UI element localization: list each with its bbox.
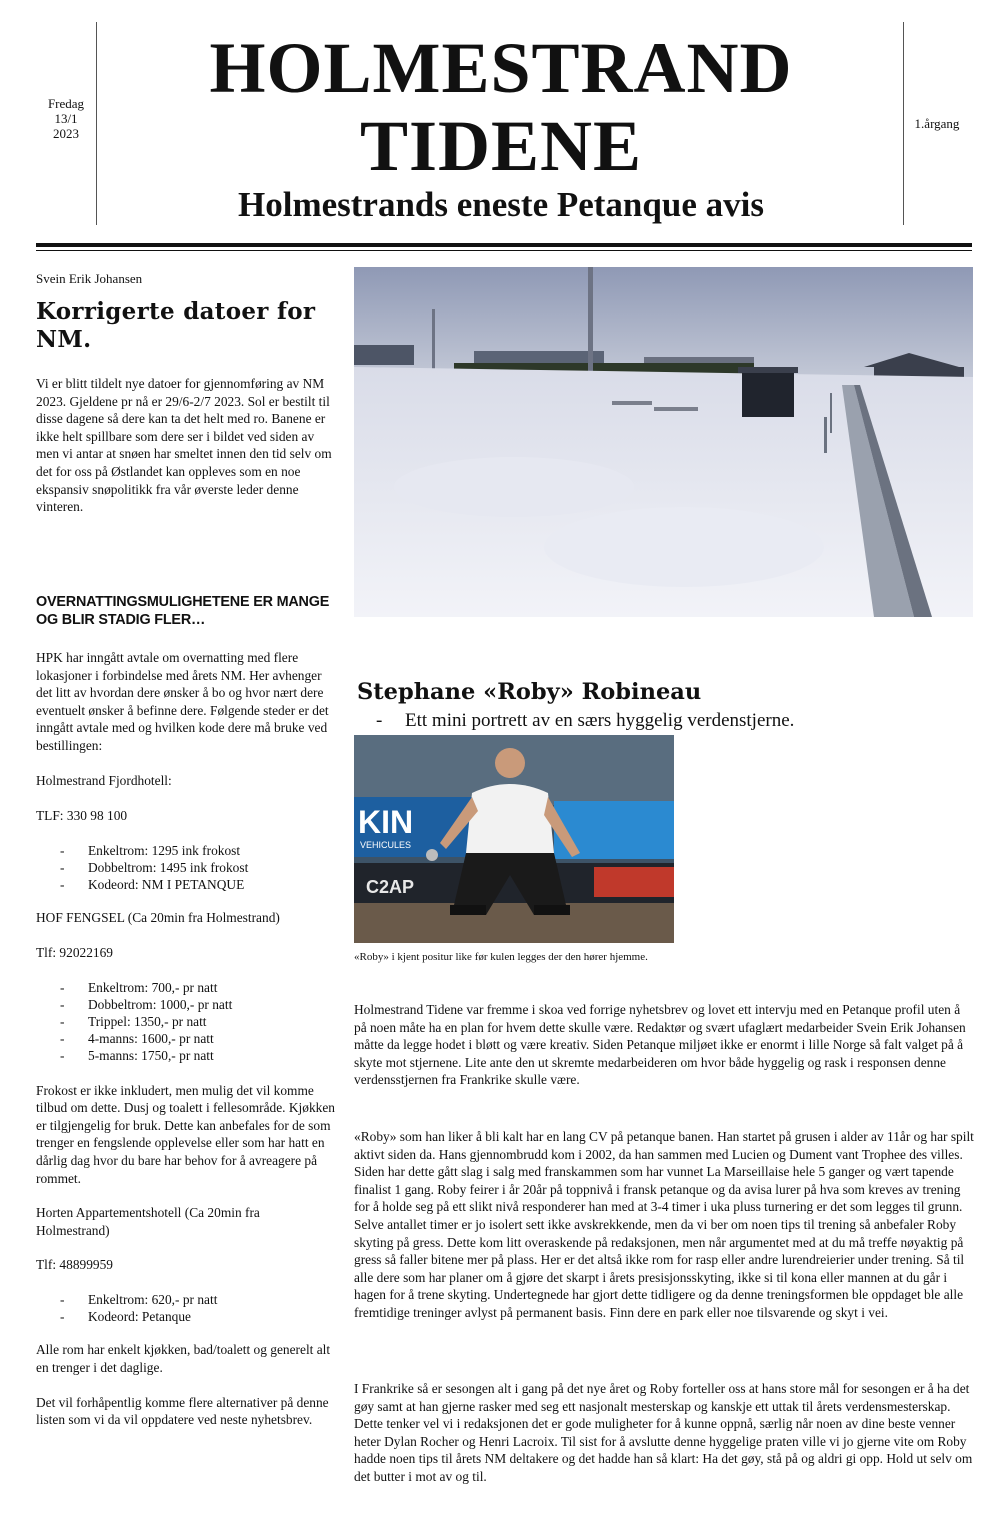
hotel3-phone: Tlf: 48899959	[36, 1257, 113, 1273]
list-item: - Trippel: 1350,- pr natt	[60, 1013, 207, 1029]
banner-text-c2ap: C2AP	[366, 877, 415, 897]
hotel1-price-list	[36, 842, 336, 894]
hotel2-name: HOF FENGSEL (Ca 20min fra Holmestrand)	[36, 910, 280, 926]
subheading-text: Ett mini portrett av en særs hyggelig verdenstjerne.	[405, 710, 795, 731]
masthead-rule-thin	[36, 250, 972, 251]
hotel3-note: Alle rom har enkelt kjøkken, bad/toalett og generelt alt en trenger i det daglige.	[36, 1342, 331, 1375]
list-item: - 5-manns: 1750,- pr natt	[60, 1048, 214, 1064]
hotel3-price-list	[36, 1291, 336, 1325]
hotel3-name: Horten Appartementshotell (Ca 20min fra Holmestrand)	[36, 1205, 260, 1238]
list-item: - Dobbeltrom: 1495 ink frokost	[60, 859, 249, 875]
list-item: - Kodeord: NM I PETANQUE	[60, 877, 245, 893]
hotel1-name: Holmestrand Fjordhotell:	[36, 772, 172, 788]
list-item: - Enkeltrom: 1295 ink frokost	[60, 842, 241, 858]
roby-paragraph-3: I Frankrike så er sesongen alt i gang på det nye året og Roby forteller oss at hans store mål for sesongen er å ha det gøy samt at han gjerne rasker med seg ett nasjonalt mesterskap og kanskje ett uttak til årets verdensmesterskap. Dette tenker vel vi i redaksjonen det er gode muligheter for å kunne oppnå, særlig når noen av dine beste venner heter Dylan Rocher og Henri Lacroix. Til sist for å avslutte denne hyggelige praten ville vi jo gjerne vite om Roby hadde noen tips til årets NM deltakere og det hadde han så klart: Ha det gøy, stå på og aldri gi opp. Hold ut selv om det butter i mot av og til.	[354, 1381, 973, 1484]
list-item: - Enkeltrom: 620,- pr natt	[60, 1291, 218, 1307]
banner-text-vehicules: VEHICULES	[360, 840, 412, 850]
roby-paragraph-1: Holmestrand Tidene var fremme i skoa ved forrige nyhetsbrev og lovet ett intervju med en Petanque profil uten å på noen måte ha en plan for hvem dette skulle være. Redaktør og svært ufaglært medarbeider Svein Erik Johansen måtte da legge hodet i bløtt og være kreativ. Siden Petanque miljøet ikke er enormt i lille Norge så falt valget på å skyte mot stjernene. Lite ante den ut skremte medarbeideren om hvor både hyggelig og rask i responsen denne verdensstjernen fra Frankrike skulle være.	[354, 1002, 966, 1088]
newspaper-subtitle: Holmestrands eneste Petanque avis	[238, 185, 764, 224]
article-body-dates: Vi er blitt tildelt nye datoer for gjennomføring av NM 2023. Gjeldene pr nå er 29/6-2/7 2023. Sol er bestilt til disse dagene så dere kan ta det helt med ro. Banene er ikke helt spillbare som dere ser i bildet ved siden av men vi antar at snøen har smeltet innen den tid selv om det for oss på Østlandet kan oppleves som en noe ekspansiv snøpolitikk fra vår øverste leder denne vinteren.	[36, 376, 332, 515]
photo-caption: «Roby» i kjent positur like før kulen legges der den hører hjemme.	[354, 951, 648, 963]
list-item: - 4-manns: 1600,- pr natt	[60, 1031, 214, 1047]
issue-day: Fredag	[47, 96, 85, 111]
accommodation-closing: Det vil forhåpentlig komme flere alternativer på denne listen som vi da vil oppdatere ved neste nyhetsbrev.	[36, 1394, 329, 1428]
article-subheading-roby	[376, 709, 976, 733]
hotel2-note: Frokost er ikke inkludert, men mulig det vil komme tilbud om dette. Dusj og toalett i fellesområde. Kjøkken er tilgjengelig for bruk. Dette kan anbefales for de som trenger en fengslende opplevelse eller som har hatt en dårlig dag hvor du bare har behov for å avreagere på rommet.	[36, 1082, 335, 1186]
accommodation-intro: HPK har inngått avtale om overnatting med flere lokasjoner i forbindelse med årets NM. Her avhenger det litt av hvordan dere ønsker å bo og hvor nært dere eventuelt ønsker å befinne dere. Følgende steder er det inngått avtale med og hvilken kode dere må bruke ved bestillingen:	[36, 650, 329, 753]
article-heading-dates: Korrigerte datoer for NM.	[36, 298, 316, 353]
roby-paragraph-2: «Roby» som han liker å bli kalt har en lang CV på petanque banen. Han startet på grusen i alder av 11år og har spilt aktivt siden da. Hans gjennombrudd kom i 2002, da han sammen med Lucien og Dument vant Trophee des villes. Siden har dette gått slag i salg med franskammen som har vunnet La Marseillaise hele 5 ganger og vært tapende finalist 1 gang. Roby feirer i år 20år på toppnivå i fransk petanque og da avisa lurer på hva som kreves av trening for å holde seg på ett slikt nivå responderer han med at 3-4 timer i uka pluss turnering er det som legges til grunn. Selve antallet timer er jo isolert sett ikke avskrekkende, men da vi ber om noen tips til trening så anbefaler Roby skyting på gress. Dette kom litt overaskende på redaksjonen, men når argumentet med at du må treffe nøyaktig på gress så faller bitene mer på plass. Her er det altså ikke rom for rasp eller andre lurendreierier under trening. Så til alle dere som har planer om å gjøre det skarpt i årets presisjonsskyting, ikke si til kona eller mannen at du går i hagen for å trene skyting. Undertegnede har gjort dette tidligere og da denne treningsformen ble oppdaget ble alle fremtidige treninger avlyst på permanent basis. Finn dere en park eller noe tilsvarende og skyt i vei.	[354, 1129, 974, 1320]
article-author: Svein Erik Johansen	[36, 271, 143, 286]
list-item: - Kodeord: Petanque	[60, 1309, 192, 1325]
article-heading-roby: Stephane «Roby» Robineau	[357, 679, 702, 705]
roby-illustration	[354, 735, 674, 943]
list-item: - Enkeltrom: 700,- pr natt	[60, 979, 218, 995]
hotel2-price-list	[36, 979, 336, 1065]
masthead-divider-right	[903, 22, 904, 225]
newspaper-title-line2: TIDENE	[359, 106, 643, 186]
issue-year: 2023	[53, 126, 79, 141]
issue-date-number: 13/1	[54, 111, 78, 126]
masthead-rule-thick	[36, 243, 972, 247]
list-item: - Dobbeltrom: 1000,- pr natt	[60, 996, 233, 1012]
accommodation-section	[36, 649, 336, 1429]
snowy-court-photo	[354, 267, 973, 617]
hotel2-phone: Tlf: 92022169	[36, 944, 113, 960]
issue-date	[36, 96, 96, 141]
roby-photo	[354, 735, 674, 943]
article-heading-accommodation: OVERNATTINGSMULIGHETENE ER MANGE OG BLIR STADIG FLER…	[36, 594, 330, 628]
hotel1-phone: TLF: 330 98 100	[36, 808, 128, 824]
snowy-court-illustration	[354, 267, 973, 617]
issue-volume: 1.årgang	[914, 116, 960, 131]
newspaper-title-line1: HOLMESTRAND	[209, 28, 793, 108]
subheading-dash: -	[376, 710, 383, 731]
masthead-divider-left	[96, 22, 97, 225]
banner-text-kin: KIN	[358, 804, 414, 840]
